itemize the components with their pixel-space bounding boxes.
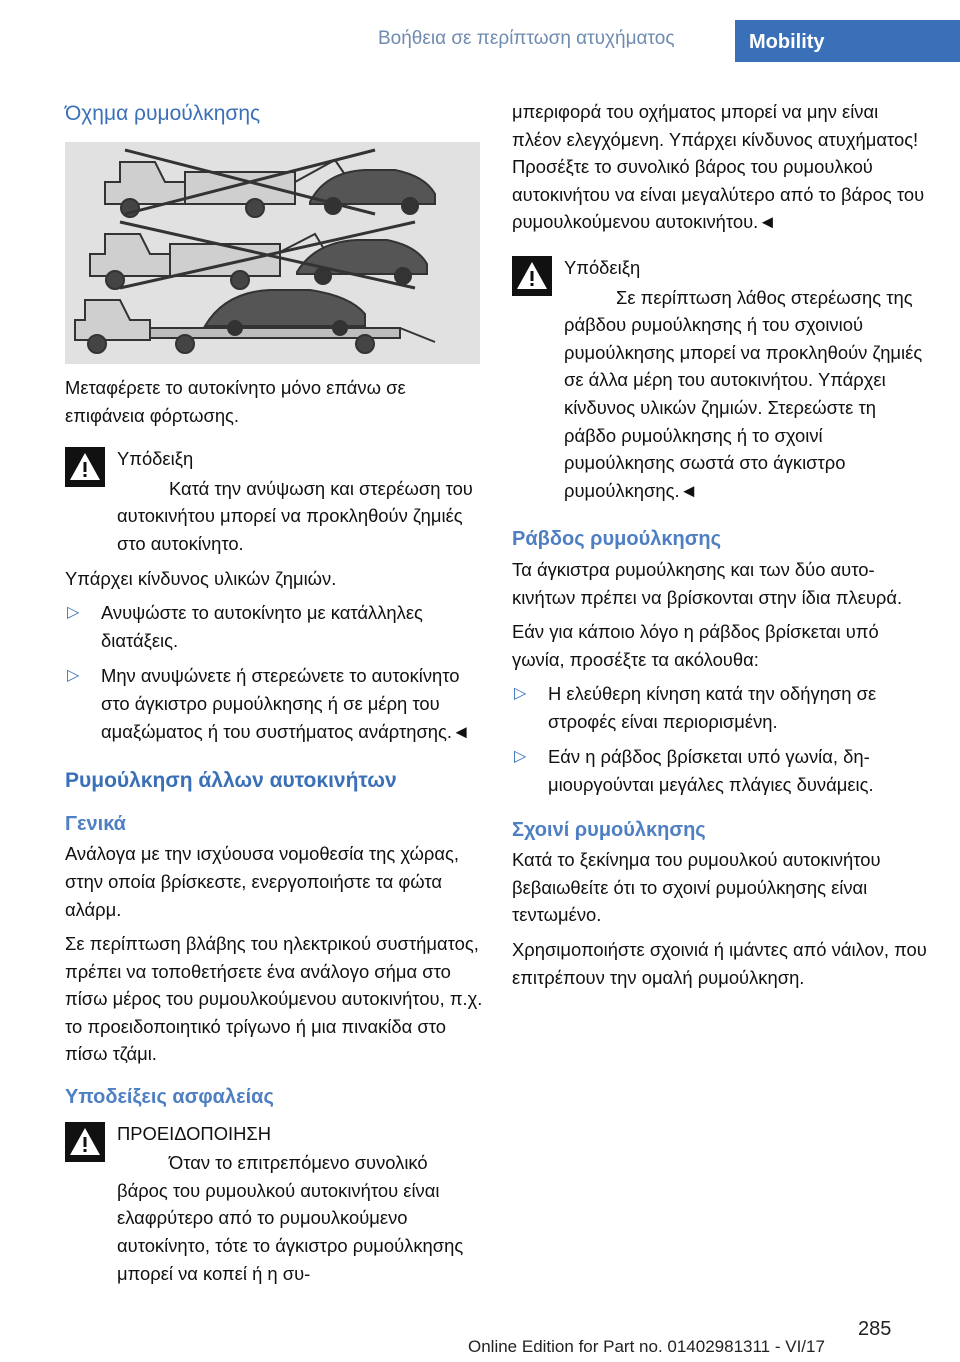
section-title: Ρυμούλκηση άλλων αυτοκινήτων [65, 769, 397, 793]
warning-triangle-icon [65, 447, 105, 487]
general-paragraph: Σε περίπτωση βλάβης του ηλεκτρικού συστήματος, πρέπει να τοποθετήσετε ένα ανάλογο σήμα στο πίσω μέρος του ρυμουλκούμενου αυτοκινήτου, π.χ. το προειδοποιητικό τρίγωνο ή μια πινακίδα στο πίσω τζάμι. [65, 933, 483, 1065]
rope-title: Σχοινί ρυμούλκησης [512, 818, 706, 841]
rope-paragraph: Χρησιμοποιήστε σχοινιά ή ιμάντες από νάιλον, που επιτρέπουν την ομαλή ρυμούλκηση. [512, 939, 927, 988]
warning-triangle-icon [65, 1122, 105, 1162]
warning-text: Όταν το επιτρεπόμενο συνολικό βάρος του ρυμουλκού αυτοκινήτου είναι ελαφρύτερο από το ρυμουλκούμενο αυτοκίνητο, τότε το άγκιστρο ρυμούλκησης μπορεί να κοπεί ή η συ- [117, 1152, 464, 1284]
list-item-text: Εάν η ράβδος βρίσκεται υπό γωνία, δημιουργούνται μεγάλες πλάγιες δυνάμεις. [548, 746, 874, 796]
left-column [65, 100, 483, 1294]
triangle-bullet-icon: ▷ [514, 685, 527, 703]
rod-paragraph: Τα άγκιστρα ρυμούλκησης και των δύο αυτοκινήτων πρέπει να βρίσκονται στην ίδια πλευρά. [512, 558, 903, 608]
triangle-bullet-icon: ▷ [67, 667, 80, 685]
bullet-list [65, 599, 483, 745]
tow-truck-illustration [65, 142, 480, 364]
notice-title: Υπόδειξη [564, 256, 641, 278]
safety-title: Υποδείξεις ασφαλείας [65, 1086, 274, 1109]
risk-text: Υπάρχει κίνδυνος υλικών ζημιών. [65, 567, 337, 589]
chapter-title: Βοήθεια σε περίπτωση ατυχήματος [378, 28, 675, 49]
general-title: Γενικά [65, 812, 126, 835]
list-item-text: Η ελεύθερη κίνηση κατά την οδήγηση σε στροφές είναι περιορισμένη. [548, 683, 877, 732]
vehicle-heading: Όχημα ρυμούλκησης [65, 102, 261, 125]
list-item-text: Μην ανυψώνετε ή στερεώνετε το αυτοκίνητο στο άγκιστρο ρυμούλκησης ή σε μέρη του αμαξώματος ή του συστήματος ανάρτησης.◄ [101, 665, 471, 742]
general-paragraph: Ανάλογα με την ισχύουσα νομοθεσία της χώρας, στην οποία βρίσκεστε, ενεργοποιήστε τα φώτα αλάρμ. [65, 843, 459, 920]
notice-box [65, 445, 483, 557]
list-item [65, 662, 483, 745]
notice-title: Υπόδειξη [117, 448, 194, 470]
list-item [512, 743, 930, 798]
warning-continued-text: μπεριφορά του οχήματος μπορεί να μην είναι πλέον ελεγχόμενη. Υπάρχει κίνδυνος ατυχήματος! Προσέξτε το συνολικό βάρος του ρυμουλκού αυτοκινήτου να είναι μεγαλύτερο από το βάρος του ρυμουλκούμενου αυτοκινήτου.◄ [512, 101, 925, 233]
section-tab[interactable]: Mobility [735, 20, 960, 62]
edition-note: Online Edition for Part no. 01402981311 - VI/17 [468, 1337, 825, 1356]
list-item [65, 599, 483, 654]
notice-box [512, 254, 930, 504]
triangle-bullet-icon: ▷ [67, 604, 80, 622]
warning-triangle-icon [512, 256, 552, 296]
notice-text: Σε περίπτωση λάθος στερέωσης της ράβδου ρυμούλκησης ή του σχοινιού ρυμούλκησης μπορεί να προκληθούν ζημιές σε άλλα μέρη του αυτοκινήτου. Υπάρχει κίνδυνος υλικών ζημιών. Στερεώστε τη ράβδο ρυμούλκησης ή το σχοινί ρυμούλκησης σωστά στο άγκιστρο ρυμούλκησης.◄ [564, 286, 923, 501]
page-header [0, 0, 960, 62]
rod-title: Ράβδος ρυμούλκησης [512, 528, 722, 551]
right-column [512, 98, 930, 998]
page-number: 285 [858, 1318, 892, 1340]
list-item [512, 680, 930, 735]
list-item-text: Ανυψώστε το αυτοκίνητο με κατάλληλες διατάξεις. [101, 602, 423, 651]
triangle-bullet-icon: ▷ [514, 748, 527, 766]
warning-box [65, 1120, 483, 1288]
notice-text: Κατά την ανύψωση και στερέωση του αυτοκινήτου μπορεί να προκληθούν ζημιές στο αυτοκίνητο. [117, 477, 473, 554]
rope-paragraph: Κατά το ξεκίνημα του ρυμουλκού αυτοκινήτου βεβαιωθείτε ότι το σχοινί ρυμούλκησης είναι τεντωμένο. [512, 849, 881, 926]
warning-title: ΠΡΟΕΙΔΟΠΟΙΗΣΗ [117, 1122, 272, 1144]
bullet-list [512, 680, 930, 798]
vehicle-caption: Μεταφέρετε το αυτοκίνητο μόνο επάνω σε επιφάνεια φόρτωσης. [65, 377, 406, 426]
rod-paragraph: Εάν για κάποιο λόγο η ράβδος βρίσκεται υπό γωνία, προσέξτε τα ακόλουθα: [512, 621, 879, 670]
